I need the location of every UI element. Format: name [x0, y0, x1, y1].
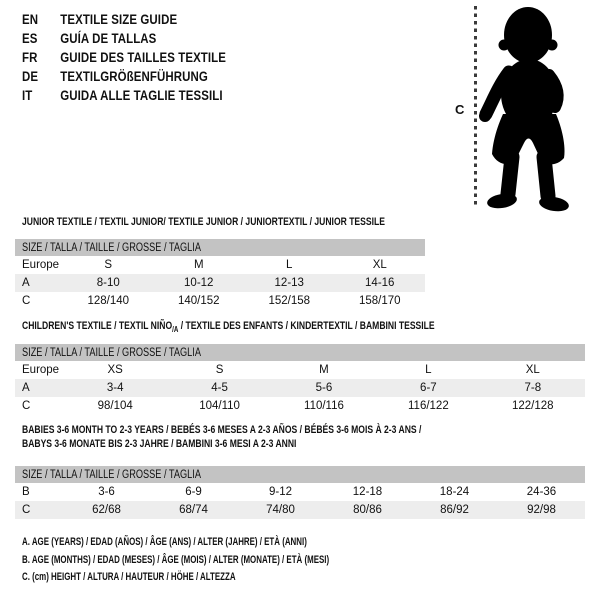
size-cell: 152/158 [268, 295, 311, 307]
junior-size-table [15, 239, 425, 310]
size-cell: 12-13 [244, 274, 335, 292]
size-cell: 24-36 [526, 486, 557, 498]
size-cell: 80/86 [324, 501, 411, 519]
row-label: Europe [22, 364, 60, 376]
lang-label: GUÍA DE TALLAS [60, 31, 157, 46]
size-cell: 7-8 [481, 379, 585, 397]
lang-label: GUIDE DES TAILLES TEXTILE [60, 50, 227, 65]
size-cell: 9-12 [268, 486, 293, 498]
table-row [15, 274, 425, 292]
size-cell: L [286, 259, 293, 271]
size-cell: 6-7 [376, 379, 480, 397]
size-header-row [15, 239, 425, 256]
row-label: A [15, 379, 63, 397]
lang-row-es [22, 29, 226, 48]
size-cell: S [104, 259, 113, 271]
footnote-b: B. AGE (MONTHS) / EDAD (MESES) / ÂGE (MOIS) / ALTER (MONATE) / ETÀ (MESI) [22, 553, 330, 566]
children-section-title: CHILDREN'S TEXTILE / TEXTIL $NIÑO_{/A}$ / TEXTILE DES ENFANTS / KINDERTEXTIL / BAMBINI TESSILE [22, 320, 435, 335]
row-label: B [22, 486, 30, 498]
size-header-label: SIZE / TALLA / TAILLE / GRÖSSE / TAGLIA [22, 346, 201, 359]
size-cell: 6-9 [185, 486, 202, 498]
table-row [15, 483, 585, 501]
size-cell: 12-18 [352, 486, 383, 498]
size-cell: M [193, 259, 204, 271]
size-cell: 128/140 [87, 295, 130, 307]
size-cell: XL [372, 259, 387, 271]
size-header-row [15, 466, 585, 483]
table-row [15, 501, 585, 519]
row-label: Europe [22, 259, 60, 271]
lang-code: DE [22, 69, 39, 84]
size-header-row [15, 344, 585, 361]
size-cell: 110/116 [304, 400, 344, 412]
size-cell: XS [107, 364, 123, 376]
size-cell: 4-5 [167, 379, 271, 397]
footnote-a: A. AGE (YEARS) / EDAD (AÑOS) / ÂGE (ANS) / ALTER (JAHRE) / ETÀ (ANNI) [22, 536, 307, 548]
footnotes [22, 536, 449, 589]
table-row [15, 361, 585, 379]
size-cell: 3-4 [63, 379, 167, 397]
lang-code: EN [22, 12, 39, 27]
size-cell: 158/170 [358, 295, 401, 307]
row-label: C [15, 501, 63, 519]
row-label: C [22, 295, 31, 307]
babies-section-title: BABIES 3-6 MONTH TO 2-3 YEARS / BEBÉS 3-6 MESES A 2-3 AÑOS / BÉBÉS 3-6 MOIS À 2-3 ANS / BABYS 3-6 MONATE BIS 2-3 JAHRE / BAMBINI 3-6 MESI A 2-3 ANNI [22, 424, 422, 450]
size-cell: 62/68 [63, 501, 150, 519]
lang-code: FR [22, 50, 38, 65]
lang-label: GUIDA ALLE TAGLIE TESSILI [60, 88, 223, 103]
row-label: A [15, 274, 63, 292]
size-cell: 3-6 [98, 486, 115, 498]
size-cell: 18-24 [439, 486, 470, 498]
table-row [15, 256, 425, 274]
baby-figure [450, 0, 598, 215]
size-cell: 116/122 [408, 400, 449, 412]
size-cell: 86/92 [411, 501, 498, 519]
size-cell: 98/104 [97, 400, 133, 412]
children-size-table [15, 344, 585, 415]
size-cell: 14-16 [335, 274, 426, 292]
table-row [15, 397, 585, 415]
size-cell: 92/98 [498, 501, 585, 519]
row-label: C [22, 400, 31, 412]
size-cell: 140/152 [177, 295, 220, 307]
size-cell: M [319, 364, 329, 376]
junior-section-title: JUNIOR TEXTILE / TEXTIL JUNIOR/ TEXTILE JUNIOR / JUNIORTEXTIL / JUNIOR TESSILE [22, 216, 385, 228]
size-cell: 74/80 [237, 501, 324, 519]
lang-label: TEXTILGRÖßENFÜHRUNG [60, 69, 208, 84]
size-cell: S [215, 364, 224, 376]
size-header-label: SIZE / TALLA / TAILLE / GRÖSSE / TAGLIA [22, 241, 201, 254]
babies-size-table [15, 466, 585, 519]
size-cell: L [425, 364, 432, 376]
size-cell: 5-6 [272, 379, 376, 397]
table-row [15, 292, 425, 310]
language-title-list [22, 10, 226, 105]
footnote-c: C. (cm) HEIGHT / ALTURA / HAUTEUR / HÖHE / ALTEZZA [22, 571, 236, 583]
lang-row-en [22, 10, 226, 29]
size-cell: XL [525, 364, 540, 376]
table-row [15, 379, 585, 397]
lang-code: IT [22, 88, 33, 103]
nino-a-subscript: /A [172, 325, 179, 335]
lang-code: ES [22, 31, 38, 46]
baby-silhouette-icon [477, 2, 592, 213]
lang-row-fr [22, 48, 226, 67]
size-cell: 10-12 [154, 274, 245, 292]
size-cell: 68/74 [150, 501, 237, 519]
size-cell: 104/110 [199, 400, 240, 412]
size-header-label: SIZE / TALLA / TAILLE / GRÖSSE / TAGLIA [22, 468, 201, 481]
size-cell: 122/128 [511, 400, 554, 412]
lang-row-de [22, 67, 226, 86]
height-measure-label: C [455, 102, 465, 117]
lang-label: TEXTILE SIZE GUIDE [60, 12, 178, 27]
size-cell: 8-10 [63, 274, 154, 292]
lang-row-it [22, 86, 226, 105]
